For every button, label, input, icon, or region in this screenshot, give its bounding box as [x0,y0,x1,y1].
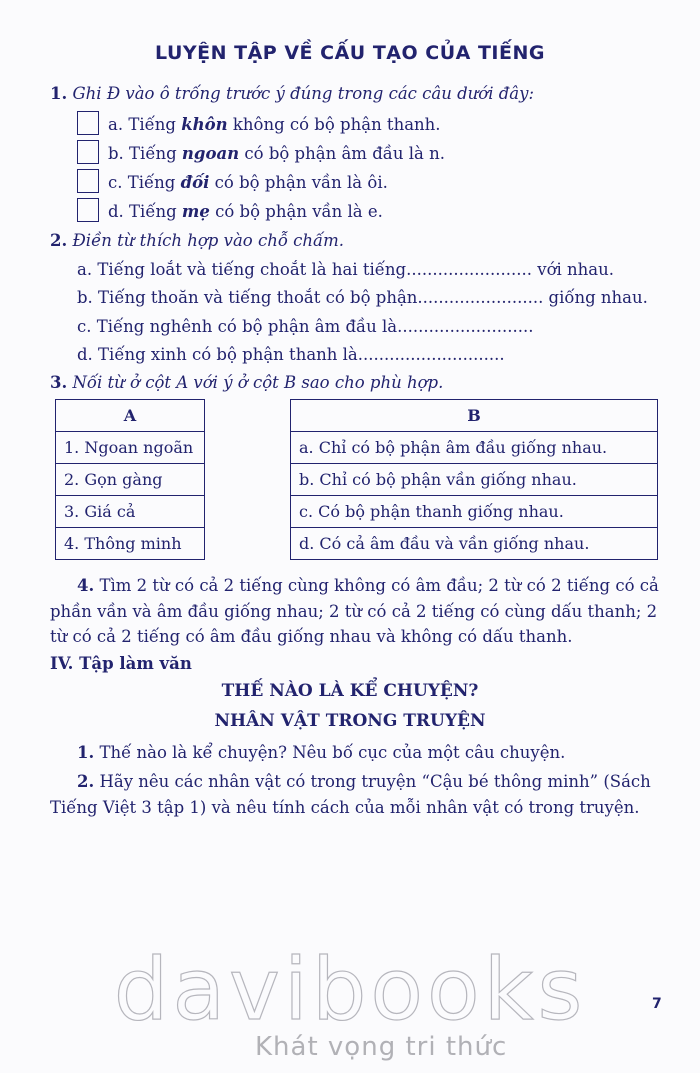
q2-line-c: c. Tiếng nghênh có bộ phận âm đầu là.......................... [77,317,534,336]
q1-option-d: d. Tiếng mẹ có bộ phận vần là e. [108,202,383,221]
essay-heading-1: THẾ NÀO LÀ KỂ CHUYỆN? [221,681,479,701]
q4-line-1: 4. Tìm 2 từ có cả 2 tiếng cùng không có âm đầu; 2 từ có 2 tiếng có cả [77,576,659,595]
q1-option-a: a. Tiếng khôn không có bộ phận thanh. [108,115,441,134]
column-a-header: A [56,400,205,432]
q4-line-3: từ có cả 2 tiếng có âm đầu giống nhau và không có dấu thanh. [50,627,573,646]
keyword: mẹ [181,202,210,221]
q2-line-b: b. Tiếng thoăn và tiếng thoắt có bộ phận........................ giống nhau. [77,288,648,307]
q2-instruction [50,230,344,252]
q2-line-a: a. Tiếng loắt và tiếng choắt là hai tiếng........................ với nhau. [77,260,614,279]
column-b-item-d: d. Có cả âm đầu và vần giống nhau. [291,528,658,560]
q1-option-b: b. Tiếng ngoan có bộ phận âm đầu là n. [108,144,445,163]
essay-question-2-line-2: Tiếng Việt 3 tập 1) và nêu tính cách của mỗi nhân vật có trong truyện. [50,798,640,817]
answer-checkbox-d[interactable] [77,198,99,222]
keyword: khôn [181,115,228,134]
column-b-item-a: a. Chỉ có bộ phận âm đầu giống nhau. [291,432,658,464]
page-title: LUYỆN TẬP VỀ CẤU TẠO CỦA TIẾNG [155,42,545,64]
q1-instruction-text: Ghi Đ vào ô trống trước ý đúng trong các câu dưới đây: [72,84,535,103]
column-a-item-2: 2. Gọn gàng [56,464,205,496]
q1-option-c: c. Tiếng đối có bộ phận vần là ôi. [108,173,388,192]
answer-checkbox-b[interactable] [77,140,99,164]
q4-line-2: phần vần và âm đầu giống nhau; 2 từ có cả 2 tiếng có cùng dấu thanh; 2 [50,602,658,621]
keyword: ngoan [181,144,240,163]
column-a-item-3: 3. Giá cả [56,496,205,528]
q2-number: 2. [50,231,68,250]
essay-question-1: 1. Thế nào là kể chuyện? Nêu bố cục của một câu chuyện. [77,743,566,762]
watermark-slogan: Khát vọng tri thức [255,1032,508,1062]
q3-instruction-text: Nối từ ở cột A với ý ở cột B sao cho phù hợp. [72,373,444,392]
q1-instruction [50,83,534,105]
answer-checkbox-a[interactable] [77,111,99,135]
keyword: đối [180,173,210,192]
q2-line-d: d. Tiếng xinh có bộ phận thanh là............................ [77,345,505,364]
column-b-item-c: c. Có bộ phận thanh giống nhau. [291,496,658,528]
watermark-brand: davibooks [113,940,587,1040]
column-b-item-b: b. Chỉ có bộ phận vần giống nhau. [291,464,658,496]
q3-number: 3. [50,373,68,392]
column-a-table [55,399,205,560]
q3-instruction [50,372,443,394]
section-heading: IV. Tập làm văn [50,654,192,673]
column-a-item-4: 4. Thông minh [56,528,205,560]
essay-question-2-line-1: 2. Hãy nêu các nhân vật có trong truyện “Cậu bé thông minh” (Sách [77,772,651,791]
column-b-table [290,399,658,560]
q4-number: 4. [77,576,95,595]
q1-number: 1. [50,84,68,103]
essay-heading-2: NHÂN VẬT TRONG TRUYỆN [214,711,486,731]
answer-checkbox-c[interactable] [77,169,99,193]
column-b-header: B [291,400,658,432]
column-a-item-1: 1. Ngoan ngoãn [56,432,205,464]
page-number: 7 [652,996,662,1012]
q2-instruction-text: Điền từ thích hợp vào chỗ chấm. [72,231,345,250]
